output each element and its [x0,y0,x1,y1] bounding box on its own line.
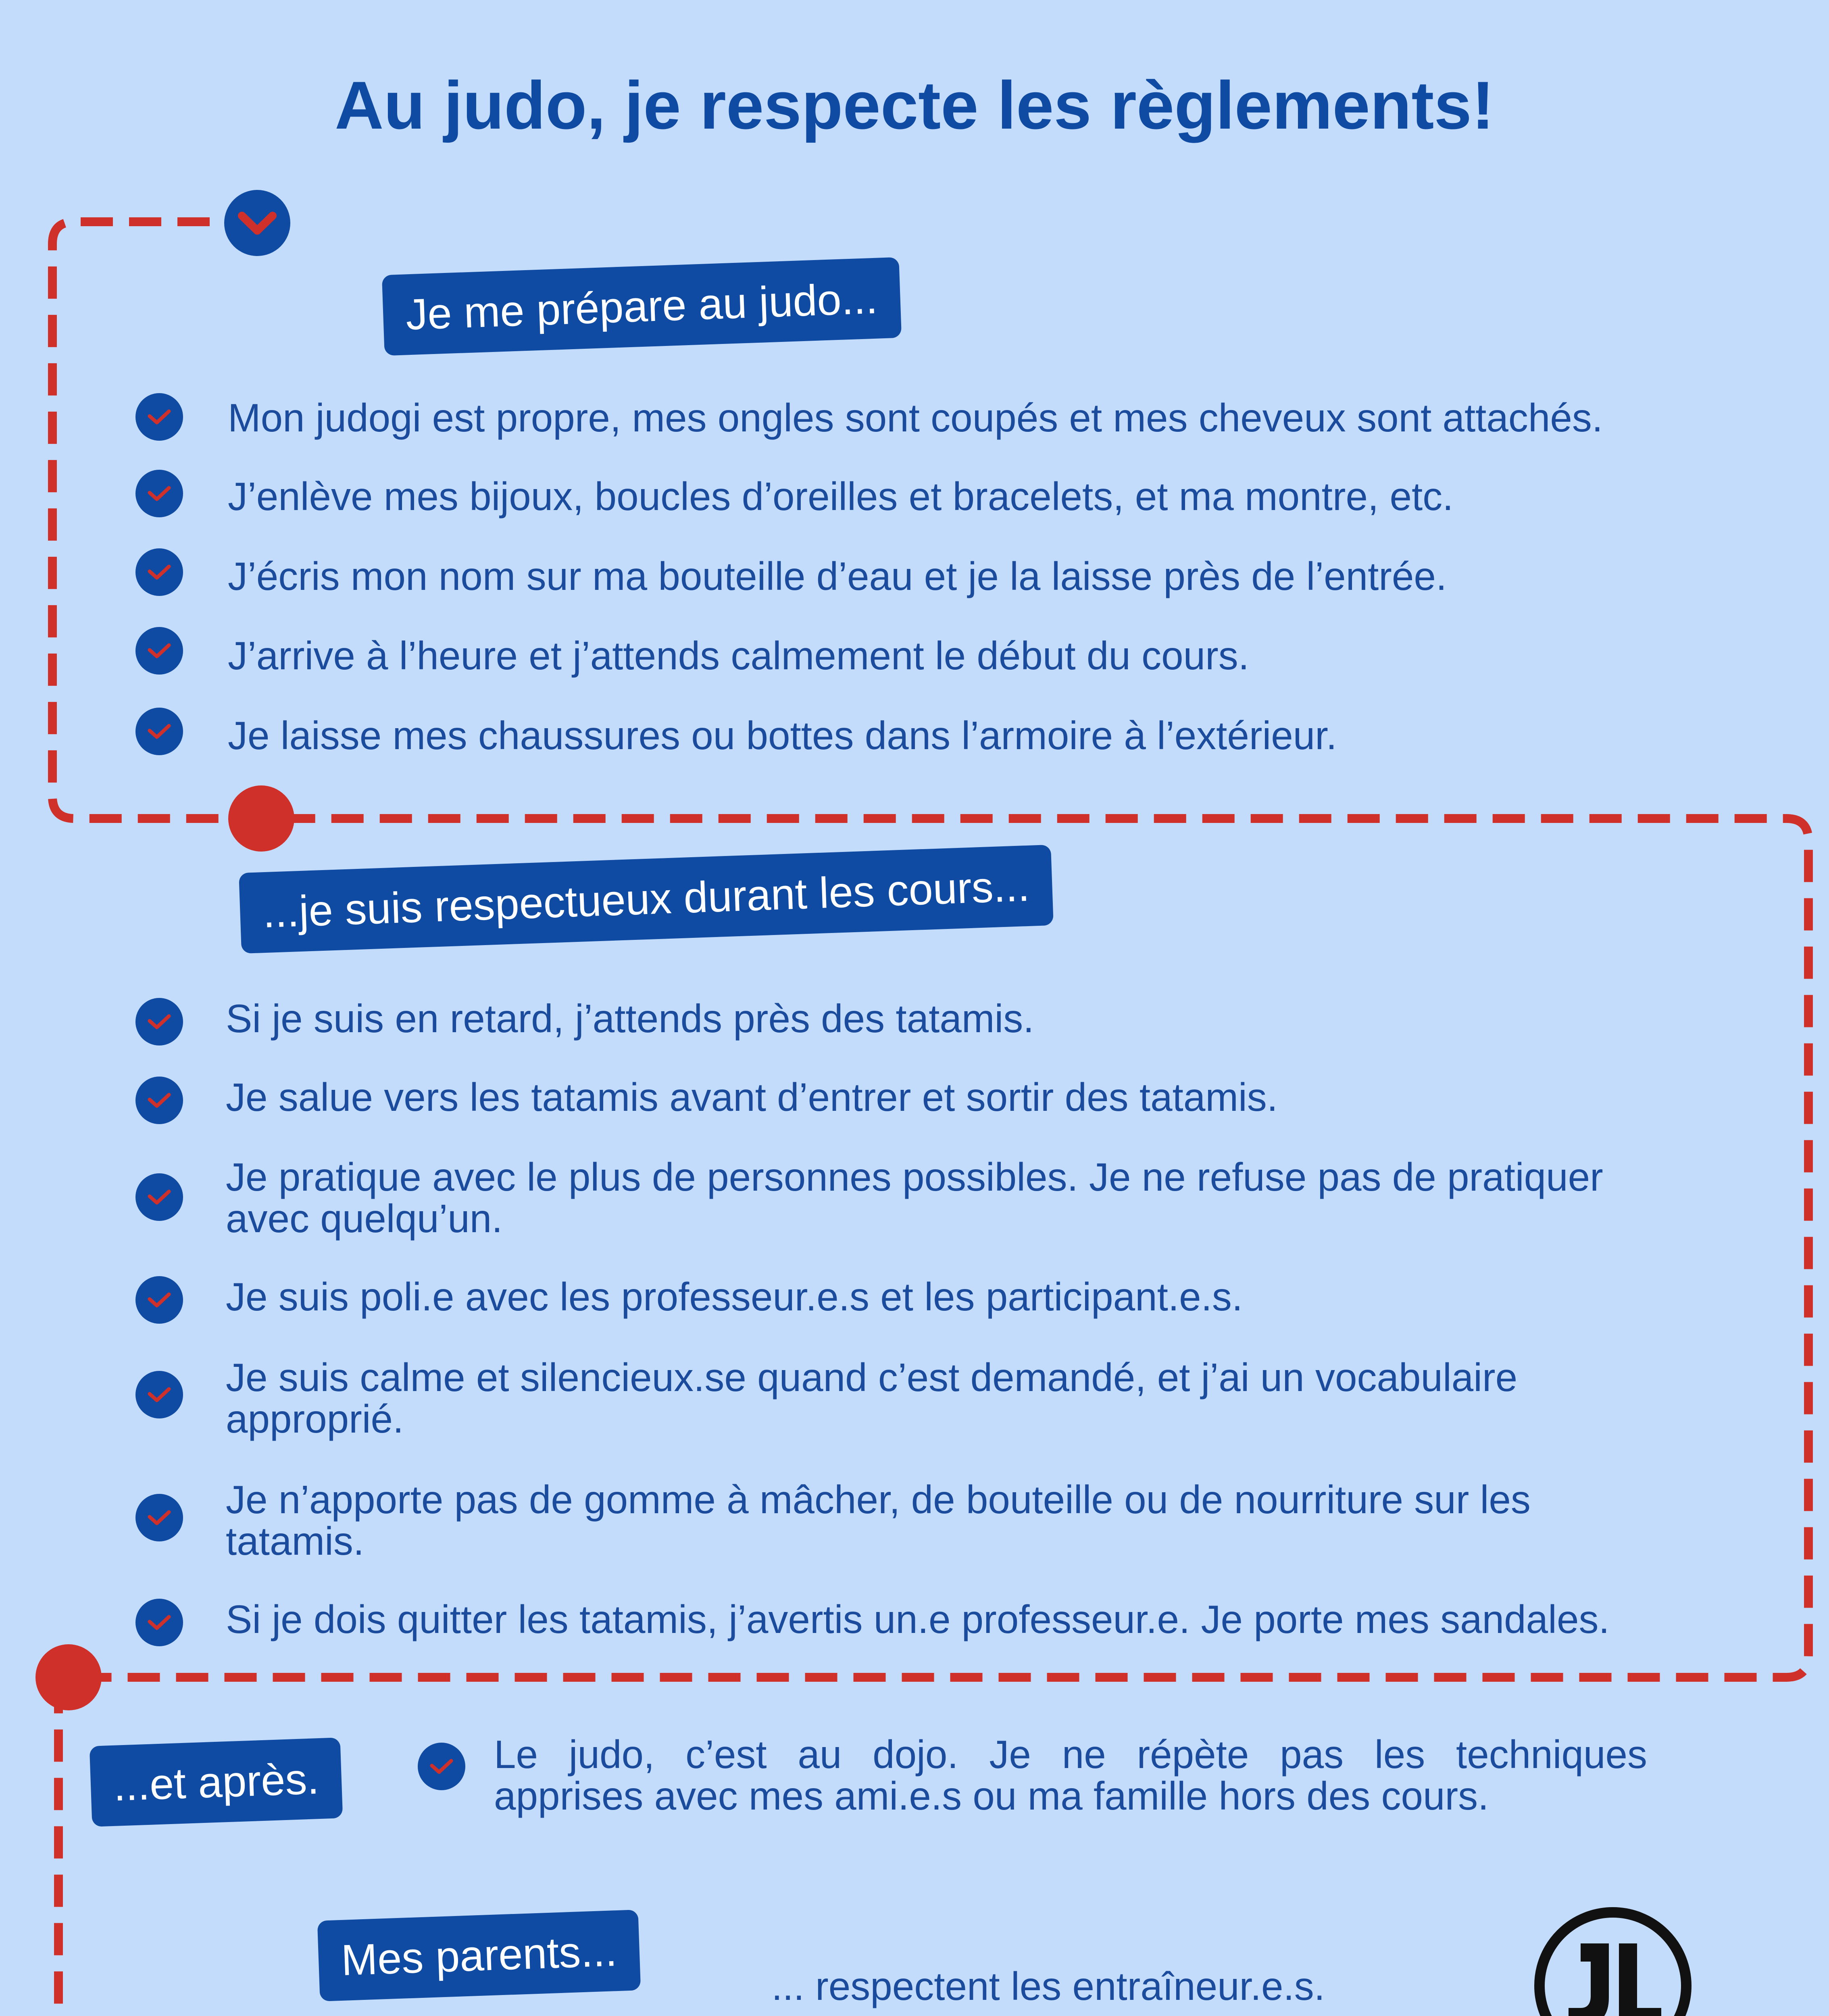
list-item: Je suis poli.e avec les professeur.e.s et les participant.e.s. [226,1275,1243,1319]
page-title: Au judo, je respecte les règlements! [335,67,1494,143]
section-heading-respect: ...je suis respectueux durant les cours... [239,845,1054,954]
check-icon [135,1173,183,1221]
check-icon [135,1077,183,1124]
list-item: ... respectent les entraîneur.e.s. [771,1964,1325,2008]
section-heading-after: ...et après. [90,1737,343,1827]
list-item: J’arrive à l’heure et j’attends calmement le début du cours. [228,633,1249,678]
list-item: Si je suis en retard, j’attends près des tatamis. [226,996,1034,1041]
check-icon [135,708,183,755]
list-item: Je salue vers les tatamis avant d’entrer et sortir des tatamis. [226,1075,1278,1119]
list-item: Je n’apporte pas de gomme à mâcher, de bouteille ou de nourriture sur les tatamis. [226,1477,1531,1563]
check-icon [135,1599,183,1646]
check-icon [135,627,183,675]
check-icon [135,393,183,441]
connector-dot [228,785,294,852]
list-item: Je suis calme et silencieux.se quand c’est demandé, et j’ai un vocabulaire approprié. [226,1355,1518,1441]
judo-longueuil-logo [1532,1905,1694,2016]
check-icon [135,998,183,1045]
list-item: J’enlève mes bijoux, boucles d’oreilles et bracelets, et ma montre, etc. [228,474,1454,519]
check-icon [135,1371,183,1418]
list-item: Je laisse mes chaussures ou bottes dans l’armoire à l’extérieur. [228,713,1337,758]
check-icon [135,1494,183,1541]
connector-dot [35,1644,102,1710]
list-item: J’écris mon nom sur ma bouteille d’eau et je la laisse près de l’entrée. [228,554,1447,598]
check-icon [135,1276,183,1324]
check-icon [135,470,183,517]
section-heading-parents: Mes parents... [317,1910,641,2001]
check-icon [135,548,183,596]
list-item: Mon judogi est propre, mes ongles sont coupés et mes cheveux sont attachés. [228,396,1603,440]
list-item-after: Le judo, c’est au dojo. Je ne répète pas les techniques apprises avec mes ami.e.s ou ma famille hors des cours. [494,1732,1647,1818]
list-item: Je pratique avec le plus de personnes possibles. Je ne refuse pas de pratiquer avec quelqu’un. [226,1155,1603,1241]
list-item: Si je dois quitter les tatamis, j’avertis un.e professeur.e. Je porte mes sandales. [226,1597,1610,1641]
section-heading-prepare: Je me prépare au judo... [382,257,902,356]
chevron-down-icon [224,190,290,256]
check-icon [418,1743,465,1790]
